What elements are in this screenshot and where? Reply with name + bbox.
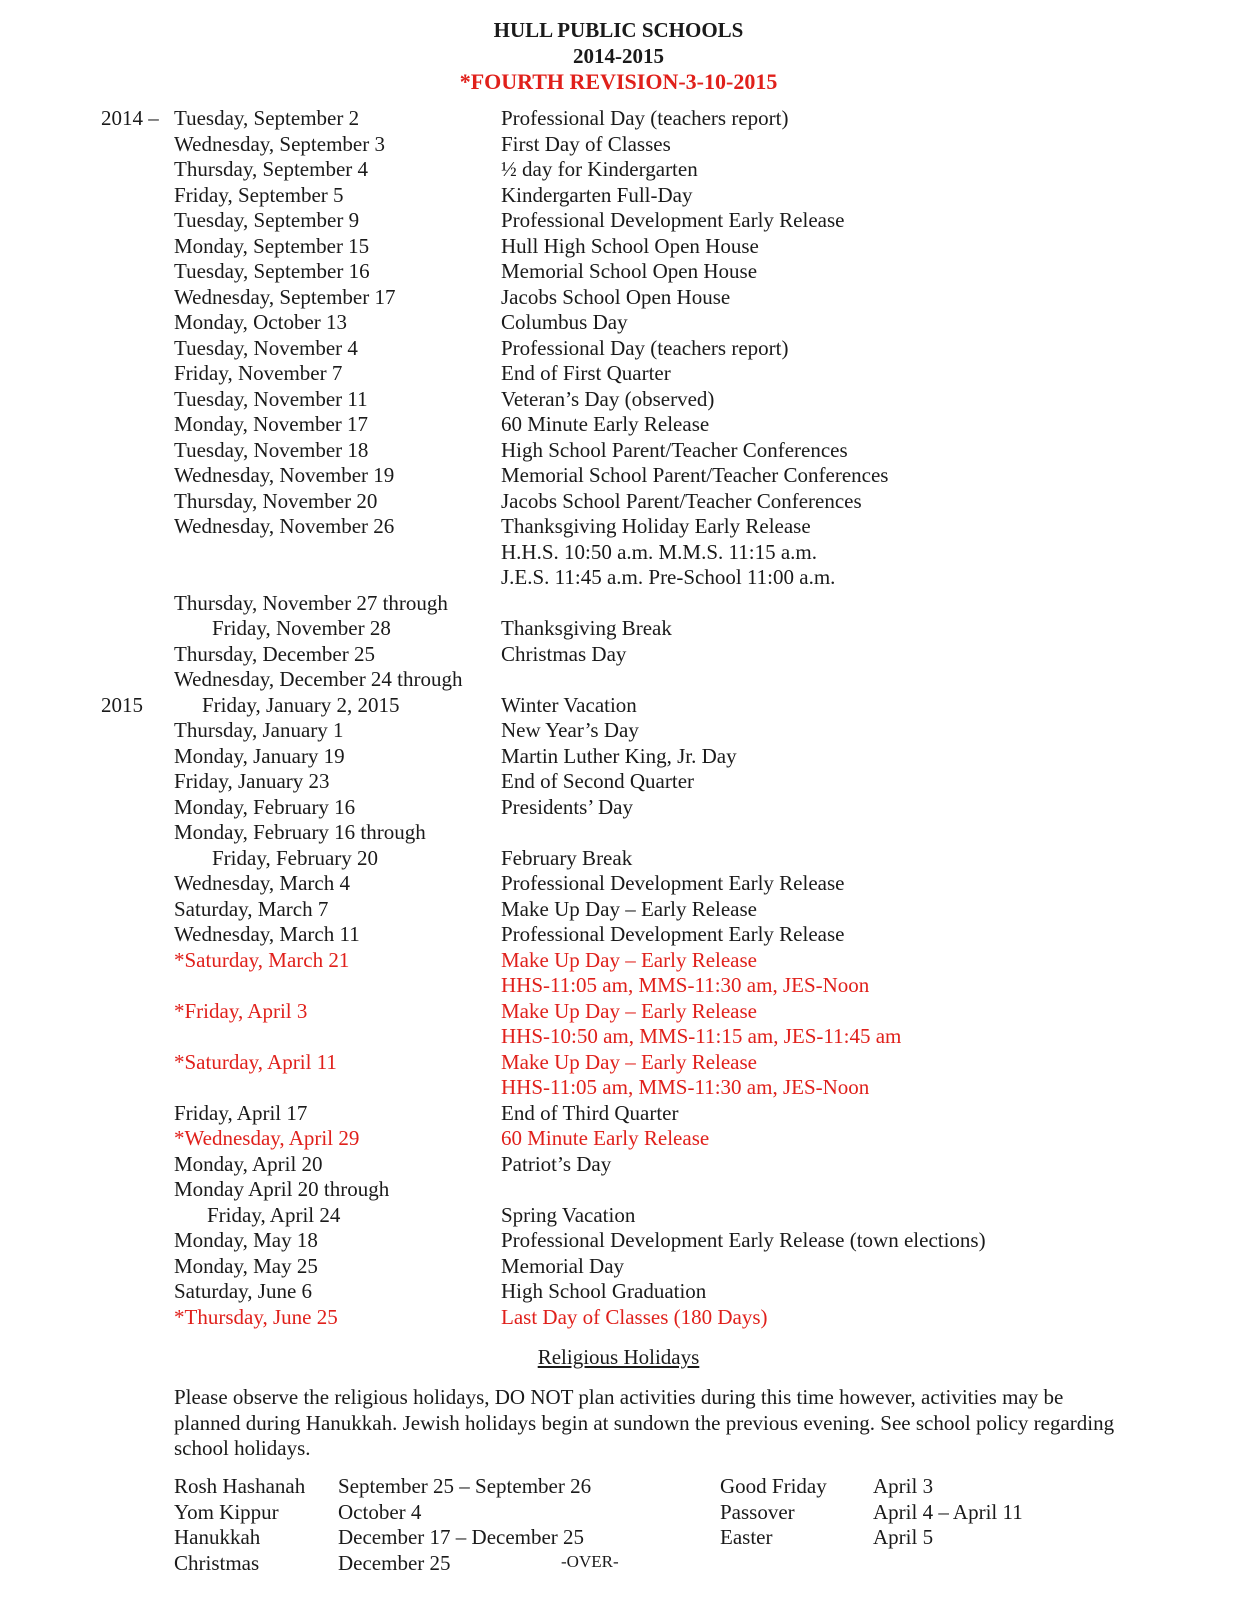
calendar-row bbox=[0, 922, 1237, 948]
calendar-row bbox=[0, 132, 1237, 158]
holiday-date: April 3 bbox=[873, 1474, 934, 1498]
calendar-row bbox=[0, 336, 1237, 362]
calendar-event: H.H.S. 10:50 a.m. M.M.S. 11:15 a.m. bbox=[501, 539, 817, 564]
calendar-date: Wednesday, March 4 bbox=[174, 871, 350, 895]
calendar-year: 2014 – bbox=[101, 106, 159, 130]
calendar-row bbox=[0, 1101, 1237, 1127]
calendar-date: Monday, January 19 bbox=[174, 743, 345, 768]
calendar-date: Saturday, June 6 bbox=[174, 1279, 313, 1303]
calendar-row bbox=[0, 106, 1237, 132]
calendar-row bbox=[0, 489, 1237, 515]
calendar-date: Tuesday, September 9 bbox=[174, 208, 360, 232]
calendar-row bbox=[0, 1024, 1237, 1050]
calendar-event: Columbus Day bbox=[501, 310, 628, 334]
calendar-row bbox=[0, 514, 1237, 540]
calendar-row bbox=[0, 361, 1237, 387]
calendar-event: Veteran’s Day (observed) bbox=[501, 386, 715, 411]
calendar-date: Wednesday, September 3 bbox=[174, 131, 385, 156]
calendar-event: Professional Development Early Release bbox=[501, 208, 845, 232]
calendar-date: *Friday, April 3 bbox=[174, 998, 308, 1023]
calendar-row bbox=[0, 871, 1237, 897]
calendar-row bbox=[0, 897, 1237, 923]
calendar-event: Thanksgiving Break bbox=[501, 616, 672, 640]
calendar-event: Jacobs School Parent/Teacher Conferences bbox=[501, 488, 862, 513]
calendar-date: Thursday, November 20 bbox=[174, 488, 378, 513]
calendar-row bbox=[0, 795, 1237, 821]
calendar-row bbox=[0, 1075, 1237, 1101]
calendar-row bbox=[0, 540, 1237, 566]
calendar-row bbox=[0, 744, 1237, 770]
calendar-date: Monday, September 15 bbox=[174, 233, 370, 258]
calendar-date: *Saturday, April 11 bbox=[174, 1049, 337, 1074]
holiday-name: Hanukkah bbox=[174, 1525, 261, 1549]
calendar-row bbox=[0, 157, 1237, 183]
holiday-name: Easter bbox=[720, 1525, 773, 1549]
calendar-event: Memorial Day bbox=[501, 1253, 625, 1278]
calendar-event: First Day of Classes bbox=[501, 131, 671, 156]
religious-holiday-row bbox=[0, 1500, 1237, 1526]
calendar-row bbox=[0, 1177, 1237, 1203]
calendar-row bbox=[0, 693, 1237, 719]
religious-holidays-title: Religious Holidays bbox=[537, 1345, 700, 1369]
calendar-row bbox=[0, 820, 1237, 846]
calendar-event: ½ day for Kindergarten bbox=[501, 157, 698, 181]
calendar-event: 60 Minute Early Release bbox=[501, 1126, 710, 1150]
calendar-row bbox=[0, 412, 1237, 438]
calendar-event: End of Second Quarter bbox=[501, 769, 695, 793]
calendar-date: *Wednesday, April 29 bbox=[174, 1126, 360, 1150]
calendar-date: Wednesday, November 19 bbox=[174, 463, 395, 487]
religious-holiday-row bbox=[0, 1525, 1237, 1551]
calendar-row bbox=[0, 948, 1237, 974]
calendar-row bbox=[0, 234, 1237, 260]
calendar-event: Christmas Day bbox=[501, 641, 627, 666]
calendar-row bbox=[0, 1305, 1237, 1331]
calendar-event: Professional Day (teachers report) bbox=[501, 106, 789, 130]
calendar-row bbox=[0, 999, 1237, 1025]
holiday-name: Passover bbox=[720, 1499, 795, 1524]
school-name: HULL PUBLIC SCHOOLS bbox=[493, 18, 744, 42]
calendar-event: High School Graduation bbox=[501, 1279, 707, 1303]
calendar-row bbox=[0, 387, 1237, 413]
calendar-row bbox=[0, 1203, 1237, 1229]
calendar-row bbox=[0, 463, 1237, 489]
calendar-event: Make Up Day – Early Release bbox=[501, 947, 757, 972]
calendar-row bbox=[0, 973, 1237, 999]
calendar-date: *Saturday, March 21 bbox=[174, 947, 350, 972]
calendar-date: Monday, February 16 bbox=[174, 794, 356, 819]
calendar-event: HHS-11:05 am, MMS-11:30 am, JES-Noon bbox=[501, 1075, 870, 1099]
calendar-date: Wednesday, March 11 bbox=[174, 922, 360, 946]
calendar-row bbox=[0, 565, 1237, 591]
calendar-event: New Year’s Day bbox=[501, 718, 639, 742]
calendar-event: Make Up Day – Early Release bbox=[501, 896, 757, 921]
calendar-event: Thanksgiving Holiday Early Release bbox=[501, 514, 811, 538]
calendar-date: Tuesday, November 4 bbox=[174, 335, 358, 360]
calendar-event: Patriot’s Day bbox=[501, 1151, 612, 1176]
religious-holidays-note: Please observe the religious holidays, DO NOT plan activities during this time however, activities may be planned during Hanukkah. Jewish holidays begin at sundown the previous evening. See school policy regarding school holidays. bbox=[174, 1385, 1115, 1460]
calendar-date: Tuesday, September 2 bbox=[174, 106, 360, 130]
calendar-event: Presidents’ Day bbox=[501, 794, 633, 819]
holiday-date: December 17 – December 25 bbox=[338, 1525, 585, 1549]
calendar-year: 2015 bbox=[101, 692, 143, 717]
calendar-date: Monday, May 25 bbox=[174, 1253, 318, 1278]
calendar-row bbox=[0, 1228, 1237, 1254]
holiday-date: April 5 bbox=[873, 1525, 934, 1549]
calendar-event: Make Up Day – Early Release bbox=[501, 998, 757, 1023]
calendar-event: Professional Development Early Release bbox=[501, 922, 845, 946]
calendar-row bbox=[0, 846, 1237, 872]
calendar-date: Friday, January 2, 2015 bbox=[202, 692, 400, 717]
calendar-row bbox=[0, 259, 1237, 285]
calendar-date: Friday, April 17 bbox=[174, 1100, 308, 1125]
calendar-row bbox=[0, 1126, 1237, 1152]
calendar-event: February Break bbox=[501, 845, 633, 870]
calendar-date: Monday, April 20 bbox=[174, 1151, 323, 1176]
calendar-row bbox=[0, 310, 1237, 336]
calendar-date: Monday April 20 through bbox=[174, 1177, 390, 1201]
calendar-date: Friday, April 24 bbox=[207, 1202, 341, 1227]
calendar-row bbox=[0, 1254, 1237, 1280]
calendar-date: Saturday, March 7 bbox=[174, 896, 329, 921]
calendar-date: Thursday, December 25 bbox=[174, 641, 375, 666]
calendar-row bbox=[0, 667, 1237, 693]
calendar-row bbox=[0, 1050, 1237, 1076]
calendar-event: Professional Development Early Release bbox=[501, 871, 845, 895]
calendar-event: High School Parent/Teacher Conferences bbox=[501, 437, 848, 462]
calendar-event: Memorial School Parent/Teacher Conferences bbox=[501, 463, 889, 487]
holiday-date: October 4 bbox=[338, 1499, 422, 1524]
calendar-date: Monday, October 13 bbox=[174, 310, 348, 334]
calendar-event: Professional Development Early Release (town elections) bbox=[501, 1228, 986, 1252]
calendar-row bbox=[0, 769, 1237, 795]
calendar-event: Winter Vacation bbox=[501, 692, 637, 717]
calendar-date: Friday, November 7 bbox=[174, 361, 343, 385]
calendar-event: Memorial School Open House bbox=[501, 259, 758, 283]
calendar-event: Spring Vacation bbox=[501, 1202, 636, 1227]
calendar-row bbox=[0, 642, 1237, 668]
calendar-row bbox=[0, 285, 1237, 311]
school-year: 2014-2015 bbox=[573, 44, 664, 68]
calendar-date: Friday, January 23 bbox=[174, 769, 330, 793]
calendar-event: Kindergarten Full-Day bbox=[501, 182, 693, 207]
holiday-date: December 25 bbox=[338, 1550, 451, 1575]
calendar-row bbox=[0, 208, 1237, 234]
holiday-date: September 25 – September 26 bbox=[338, 1474, 592, 1498]
calendar-event: Make Up Day – Early Release bbox=[501, 1049, 757, 1074]
calendar-event: Last Day of Classes (180 Days) bbox=[501, 1304, 768, 1329]
calendar-row bbox=[0, 616, 1237, 642]
calendar-date: Tuesday, November 11 bbox=[174, 386, 368, 411]
calendar-event: Jacobs School Open House bbox=[501, 284, 731, 309]
holiday-name: Rosh Hashanah bbox=[174, 1474, 306, 1498]
calendar-row bbox=[0, 438, 1237, 464]
calendar-event: 60 Minute Early Release bbox=[501, 412, 710, 436]
calendar-date: Monday, May 18 bbox=[174, 1228, 318, 1252]
calendar-event: Professional Day (teachers report) bbox=[501, 335, 789, 360]
calendar-date: Tuesday, September 16 bbox=[174, 259, 370, 283]
over-label: -OVER- bbox=[561, 1552, 619, 1571]
calendar-event: Martin Luther King, Jr. Day bbox=[501, 743, 737, 768]
revision-label: *FOURTH REVISION-3-10-2015 bbox=[459, 69, 778, 94]
calendar-row bbox=[0, 591, 1237, 617]
calendar-date: *Thursday, June 25 bbox=[174, 1304, 338, 1329]
calendar-event: Hull High School Open House bbox=[501, 233, 759, 258]
calendar-event: End of Third Quarter bbox=[501, 1100, 679, 1125]
holiday-name: Christmas bbox=[174, 1550, 260, 1575]
calendar-row bbox=[0, 718, 1237, 744]
calendar-date: Friday, September 5 bbox=[174, 182, 344, 207]
calendar-list bbox=[0, 106, 1237, 1330]
calendar-date: Friday, February 20 bbox=[212, 845, 379, 870]
calendar-event: End of First Quarter bbox=[501, 361, 671, 385]
calendar-date: Monday, February 16 through bbox=[174, 820, 426, 844]
calendar-date: Thursday, January 1 bbox=[174, 718, 344, 742]
calendar-date: Friday, November 28 bbox=[212, 616, 391, 640]
calendar-row bbox=[0, 1152, 1237, 1178]
calendar-date: Thursday, November 27 through bbox=[174, 590, 448, 615]
religious-holiday-row bbox=[0, 1474, 1237, 1500]
calendar-event: HHS-11:05 am, MMS-11:30 am, JES-Noon bbox=[501, 973, 870, 997]
calendar-date: Tuesday, November 18 bbox=[174, 437, 369, 462]
calendar-date: Wednesday, September 17 bbox=[174, 284, 396, 309]
calendar-row bbox=[0, 183, 1237, 209]
holiday-name: Yom Kippur bbox=[174, 1499, 279, 1524]
calendar-event: J.E.S. 11:45 a.m. Pre-School 11:00 a.m. bbox=[501, 565, 836, 589]
holiday-date: April 4 – April 11 bbox=[873, 1499, 1023, 1524]
calendar-date: Wednesday, December 24 through bbox=[174, 667, 463, 691]
calendar-event: HHS-10:50 am, MMS-11:15 am, JES-11:45 am bbox=[501, 1024, 902, 1048]
calendar-date: Monday, November 17 bbox=[174, 412, 369, 436]
calendar-row bbox=[0, 1279, 1237, 1305]
holiday-name: Good Friday bbox=[720, 1474, 827, 1498]
calendar-date: Thursday, September 4 bbox=[174, 157, 369, 181]
calendar-date: Wednesday, November 26 bbox=[174, 514, 395, 538]
